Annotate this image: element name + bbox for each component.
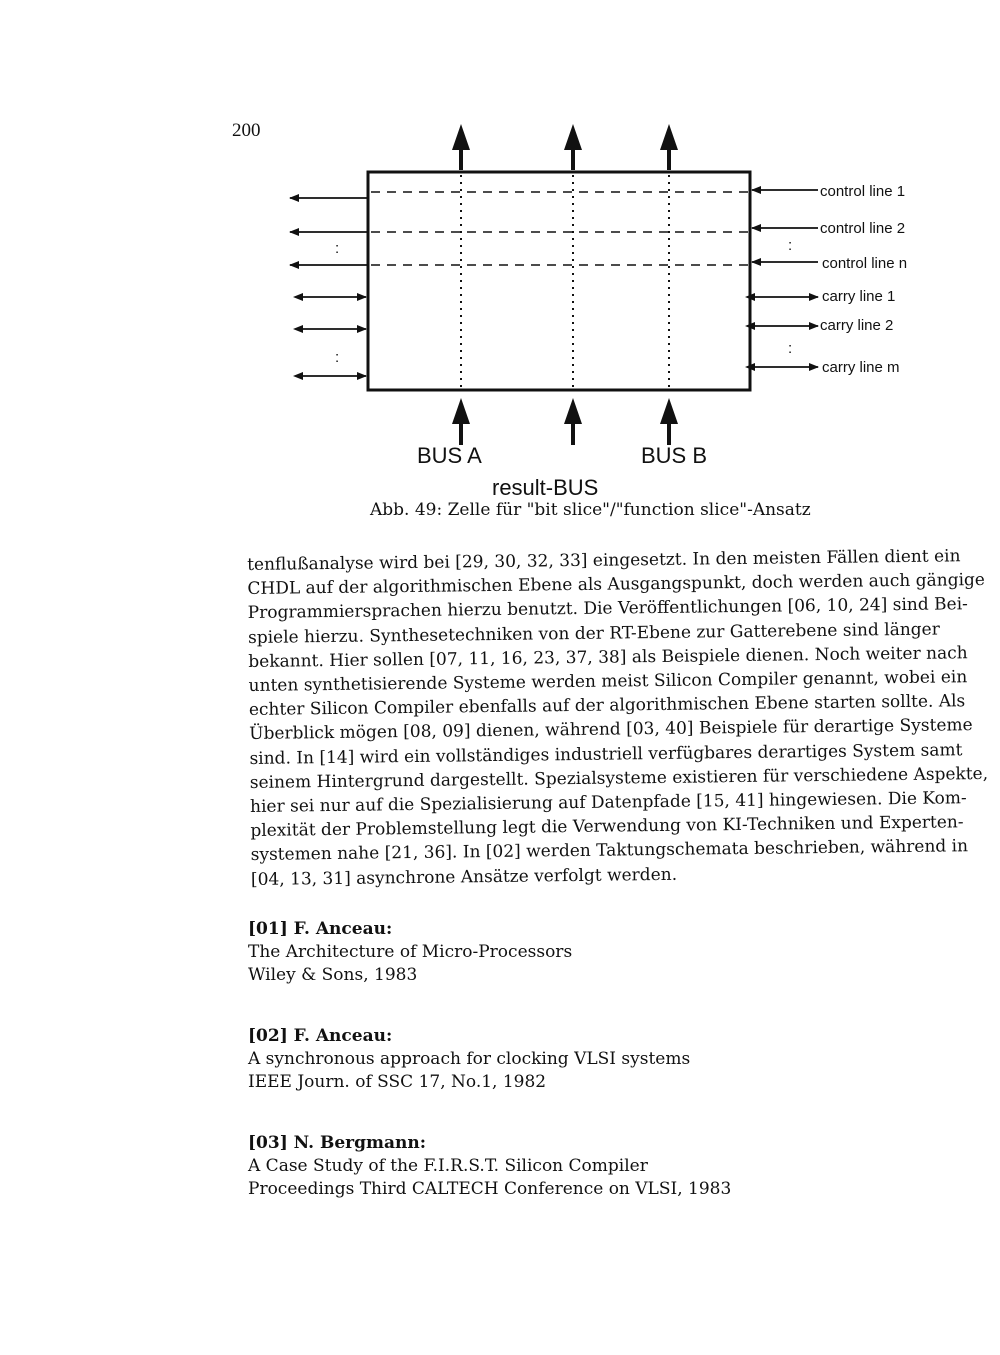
text-line: Programmiersprachen hierzu benutzt. Die Veröffentlichungen [06, 10, 24] sind Bei- [247,594,968,624]
text-line: [04, 13, 31] asynchrone Ansätze verfolgt werden. [250,864,678,890]
ref-source: Wiley & Sons, 1983 [248,965,418,985]
top-output-arrows [452,124,678,170]
ref-id: [01] [248,919,288,939]
text-line: systemen nahe [21, 36]. In [02] werden Taktungschemata beschrieben, während in [250,836,969,866]
slice-lines-dotted [461,175,669,388]
text-line: bekannt. Hier sollen [07, 11, 16, 23, 37, 38] als Beispiele dienen. Noch weiter nach [248,643,968,672]
ref-id: [03] [248,1133,288,1153]
ref-id: [02] [248,1026,288,1046]
text-line: sind. In [14] wird ein vollständiges industriell verfügbares derartiges System samt [249,739,963,769]
text-line: Überblick mögen [08, 09] dienen, während [03, 40] Beispiele für derartige Systeme [249,715,973,745]
left-ellipsis-carry: : [335,349,340,366]
page-number: 200 [232,120,261,141]
ref-source: IEEE Journ. of SSC 17, No.1, 1982 [248,1072,547,1092]
bit-slice-diagram [0,110,1000,500]
right-ellipsis-control: : [788,237,793,254]
ref-author: F. Anceau: [293,1026,393,1046]
text-line: unten synthetisierende Systeme werden meist Silicon Compiler genannt, wobei ein [248,667,968,697]
ref-source: Proceedings Third CALTECH Conference on VLSI, 1983 [248,1179,732,1199]
reference-list [248,918,848,1239]
left-control-arrows [290,198,368,265]
label-carry-line-m: carry line m [822,359,900,376]
right-control-arrows [752,190,818,262]
label-result-bus: result-BUS [492,475,599,500]
right-carry-arrows [754,297,818,367]
cell-box [368,172,750,390]
label-control-line-n: control line n [822,255,908,272]
label-bus-a: BUS A [417,443,482,468]
label-control-line-2: control line 2 [820,220,906,237]
reference-03 [248,1132,848,1201]
left-carry-arrows [302,297,366,376]
text-line: spiele hierzu. Synthesetechniken von der RT-Ebene zur Gatterebene sind länger [247,619,940,648]
text-line: tenflußanalyse wird bei [29, 30, 32, 33] eingesetzt. In den meisten Fällen dient ein [247,546,961,575]
ref-author: F. Anceau: [293,919,393,939]
text-line: hier sei nur auf die Spezialisierung auf Datenpfade [15, 41] hingewiesen. Die Kom- [249,788,967,818]
figure-caption: Abb. 49: Zelle für "bit slice"/"function slice"-Ansatz [370,500,811,520]
ref-author: N. Bergmann: [293,1133,426,1153]
text-line: seinem Hintergrund dargestellt. Spezialsysteme existieren für verschiedene Aspekte, [249,763,989,793]
left-ellipsis-control: : [335,240,340,257]
ref-title: The Architecture of Micro-Processors [248,942,573,962]
control-lines-dashed [371,192,748,265]
label-carry-line-2: carry line 2 [820,317,894,334]
ref-title: A synchronous approach for clocking VLSI systems [248,1049,691,1069]
bus-arrows [452,398,678,445]
ref-title: A Case Study of the F.I.R.S.T. Silicon Compiler [248,1156,648,1176]
right-ellipsis-carry: : [788,340,793,357]
text-line: plexität der Problemstellung legt die Verwendung von KI-Techniken und Experten- [250,812,964,842]
reference-01 [248,918,848,987]
text-line: CHDL auf der algorithmischen Ebene als Ausgangspunkt, doch werden auch gängige [247,570,986,600]
reference-02 [248,1025,848,1094]
label-carry-line-1: carry line 1 [822,288,896,305]
label-control-line-1: control line 1 [820,183,906,200]
text-line: echter Silicon Compiler ebenfalls auf der algorithmischen Ebene starten sollte. Als [248,691,966,721]
body-paragraph [247,544,989,892]
label-bus-b: BUS B [641,443,708,468]
